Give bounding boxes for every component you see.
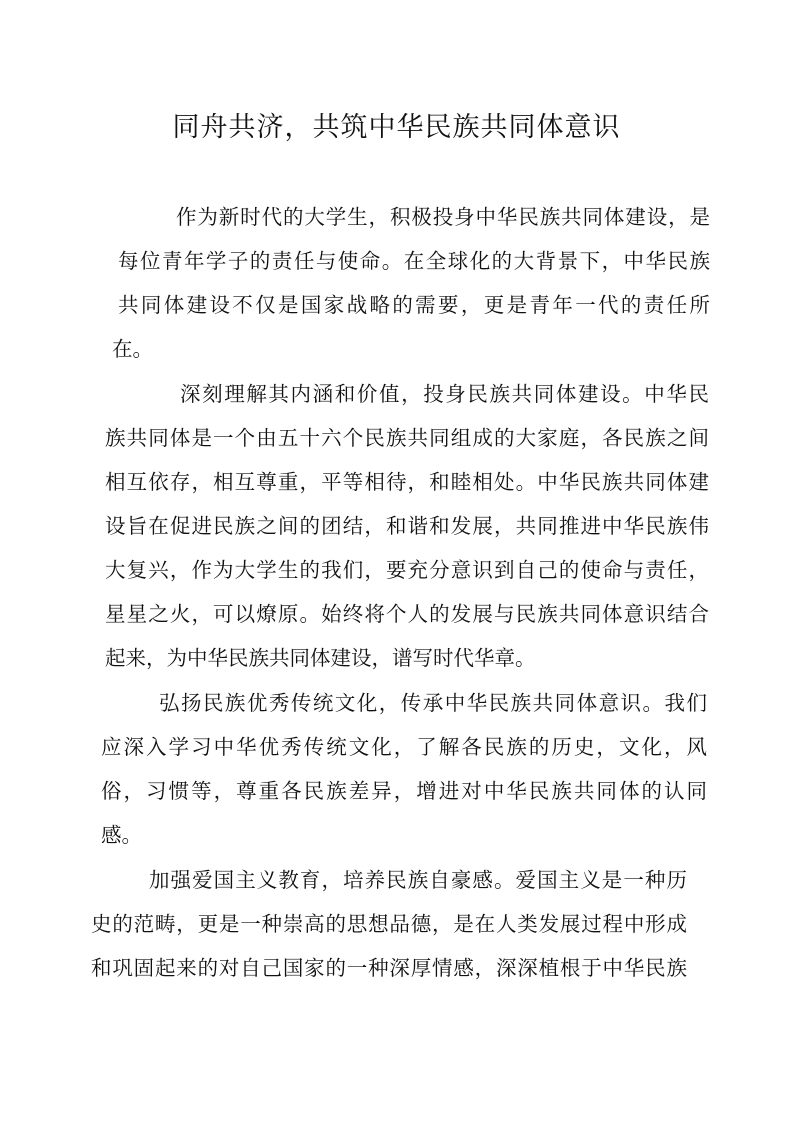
paragraph-line: 族共同体是一个由五十六个民族共同组成的大家庭，各民族之间	[105, 426, 709, 450]
paragraph-line: 应深入学习中华优秀传统文化，了解各民族的历史，文化，风	[101, 735, 707, 759]
paragraph-line: 共同体建设不仅是国家战略的需要，更是青年一代的责任所	[118, 293, 710, 317]
paragraph-line: 和巩固起来的对自己国家的一种深厚情感，深深植根于中华民族	[91, 956, 687, 980]
paragraph-2	[105, 379, 709, 674]
paragraph-line: 感。	[101, 823, 142, 847]
paragraph-line: 加强爱国主义教育，培养民族自豪感。爱国主义是一种历	[149, 868, 687, 892]
document-title: 同舟共济，共筑中华民族共同体意识	[172, 112, 621, 143]
paragraph-line: 起来，为中华民族共同体建设，谱写时代华章。	[105, 646, 536, 670]
paragraph-line: 作为新时代的大学生，积极投身中华民族共同体建设，是	[176, 205, 710, 229]
paragraph-line: 弘扬民族优秀传统文化，传承中华民族共同体意识。我们	[159, 691, 707, 715]
paragraph-line: 大复兴，作为大学生的我们，要充分意识到自己的使命与责任，	[105, 558, 709, 582]
paragraph-line: 相互依存，相互尊重，平等相待，和睦相处。中华民族共同体建	[105, 470, 709, 494]
paragraph-3	[101, 688, 707, 851]
paragraph-line: 史的范畴，更是一种崇高的思想品德，是在人类发展过程中形成	[91, 912, 687, 936]
paragraph-line: 设旨在促进民族之间的团结，和谐和发展，共同推进中华民族伟	[105, 514, 709, 538]
paragraph-line: 星星之火，可以燎原。始终将个人的发展与民族共同体意识结合	[105, 602, 709, 626]
paragraph-line: 每位青年学子的责任与使命。在全球化的大背景下，中华民族	[118, 249, 710, 273]
paragraph-1	[112, 202, 710, 365]
paragraph-line: 深刻理解其内涵和价值，投身民族共同体建设。中华民	[180, 382, 709, 406]
paragraph-4	[91, 865, 687, 984]
paragraph-line: 俗，习惯等，尊重各民族差异，增进对中华民族共同体的认同	[101, 779, 707, 803]
paragraph-line: 在。	[112, 337, 153, 361]
